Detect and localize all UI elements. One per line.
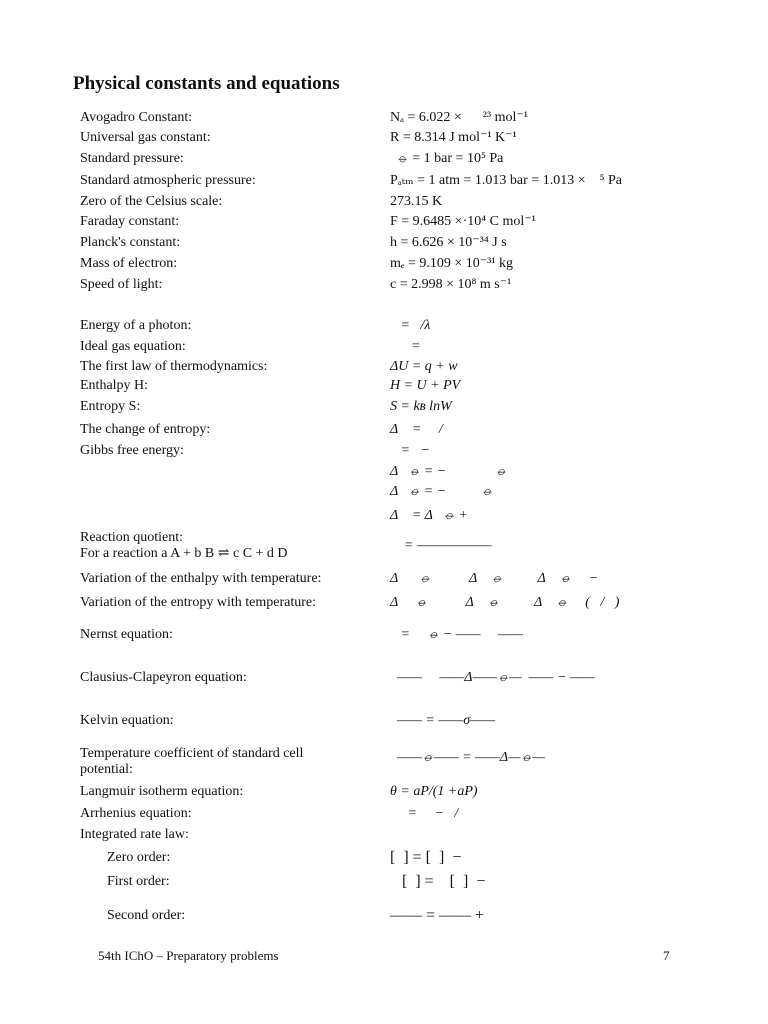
constant-label: Universal gas constant: xyxy=(80,130,211,145)
constant-value: mₑ = 9.109 × 10⁻³¹ kg xyxy=(390,256,514,271)
constant-label: Mass of electron: xyxy=(80,256,178,271)
equation-label: Reaction quotient: xyxy=(80,530,184,545)
constant-label: Speed of light: xyxy=(80,277,163,292)
equation-row-langmuir xyxy=(0,784,768,806)
equation-formula: —— ——Δ——⦵— —— − —— xyxy=(390,670,595,685)
equation-formula: H = U + PV xyxy=(390,378,461,393)
equation-formula: = − / xyxy=(390,806,459,821)
equation-label: Clausius-Clapeyron equation: xyxy=(80,670,247,685)
equation-formula: —— = ——σ—— xyxy=(390,713,496,728)
constant-label: Standard pressure: xyxy=(80,151,184,166)
equation-row-integrated-rate xyxy=(0,827,768,849)
equation-label: Kelvin equation: xyxy=(80,713,174,728)
constant-value: F = 9.6485 ×·10⁴ C mol⁻¹ xyxy=(390,214,536,229)
page-title: Physical constants and equations xyxy=(73,73,340,94)
constant-row-planck xyxy=(0,235,768,257)
footer-title: 54th IChO – Preparatory problems xyxy=(98,948,279,963)
equation-formula: Δ = Δ ⦵ + xyxy=(390,508,468,523)
constant-label: Faraday constant: xyxy=(80,214,180,229)
equation-formula: = /λ xyxy=(390,318,431,333)
equation-row-entropy-temp xyxy=(0,595,768,617)
equation-row-photon xyxy=(0,318,768,340)
equation-formula: [ ] = [ ] − xyxy=(390,849,462,866)
equation-label: Energy of a photon: xyxy=(80,318,192,333)
constant-value: h = 6.626 × 10⁻³⁴ J s xyxy=(390,235,507,250)
equation-formula: —— = —— + xyxy=(390,907,485,924)
equation-row-clausius xyxy=(0,670,768,692)
equation-label: Entropy S: xyxy=(80,399,141,414)
constant-label: Zero of the Celsius scale: xyxy=(80,194,223,209)
equation-row-second-order xyxy=(0,908,768,930)
equation-label-2: For a reaction a A + b B ⇌ c C + d D xyxy=(80,546,288,561)
equation-label: Gibbs free energy: xyxy=(80,443,184,458)
equation-label: Ideal gas equation: xyxy=(80,339,186,354)
equation-formula: [ ] = [ ] − xyxy=(390,873,486,890)
equation-formula: Δ = / xyxy=(390,422,443,437)
equation-formula: Δ ⦵ Δ ⦵ Δ ⦵ ( / ) xyxy=(390,595,620,610)
equation-formula: Δ ⦵ Δ ⦵ Δ ⦵ − xyxy=(390,571,599,586)
constant-row-celsius xyxy=(0,194,768,216)
equation-formula: = —————— xyxy=(390,538,492,553)
equation-row-enthalpy-temp xyxy=(0,571,768,593)
equation-label: Langmuir isotherm equation: xyxy=(80,784,244,799)
equation-label: First order: xyxy=(107,874,170,889)
equation-row-gibbs-3 xyxy=(0,484,768,506)
equation-formula: ——⦵—— = ——Δ—⦵— xyxy=(390,750,545,765)
equation-formula: S = kʙ lnW xyxy=(390,399,452,414)
equation-label: Zero order: xyxy=(107,850,171,865)
constant-label: Standard atmospheric pressure: xyxy=(80,173,256,188)
equation-row-gibbs xyxy=(0,443,768,465)
constant-value: R = 8.314 J mol⁻¹ K⁻¹ xyxy=(390,130,517,145)
constant-row-std-pressure xyxy=(0,151,768,173)
constant-value: Nₐ = 6.022 × ²³ mol⁻¹ xyxy=(390,110,528,125)
equation-row-zero-order xyxy=(0,850,768,872)
constant-value: 273.15 K xyxy=(390,194,443,209)
equation-label: Variation of the entropy with temperature: xyxy=(80,595,316,610)
equation-label: Integrated rate law: xyxy=(80,827,189,842)
equation-row-arrhenius xyxy=(0,806,768,828)
equation-row-entropy xyxy=(0,399,768,421)
constant-row-faraday xyxy=(0,214,768,236)
equation-label: Nernst equation: xyxy=(80,627,173,642)
constant-value: c = 2.998 × 10⁸ m s⁻¹ xyxy=(390,277,512,292)
equation-label: Temperature coefficient of standard cell potential: xyxy=(80,746,304,777)
page-number: 7 xyxy=(663,948,670,963)
equation-formula: Δ ⦵ = − ⦵ xyxy=(390,464,507,479)
equation-row-ideal-gas xyxy=(0,339,768,361)
equation-formula: Δ ⦵ = − ⦵ xyxy=(390,484,493,499)
constant-row-atm xyxy=(0,173,768,195)
equation-row-nernst xyxy=(0,627,768,649)
equation-formula: = − xyxy=(390,443,430,458)
equation-formula: ΔU = q + w xyxy=(390,359,458,374)
equation-row-temp-coefficient xyxy=(0,746,768,782)
equation-label: Enthalpy H: xyxy=(80,378,149,393)
constant-row-light xyxy=(0,277,768,299)
equation-label: The first law of thermodynamics: xyxy=(80,359,268,374)
equation-row-gibbs-2 xyxy=(0,464,768,486)
constant-label: Avogadro Constant: xyxy=(80,110,193,125)
equation-formula: θ = aP/(1 +aP) xyxy=(390,784,478,799)
equation-label: Arrhenius equation: xyxy=(80,806,192,821)
constant-row-gas xyxy=(0,130,768,152)
constant-row-avogadro xyxy=(0,110,768,132)
equation-row-gibbs-4 xyxy=(0,508,768,530)
equation-formula: = xyxy=(390,339,421,354)
constant-label: Planck's constant: xyxy=(80,235,181,250)
constant-value: Pₐₜₘ = 1 atm = 1.013 bar = 1.013 × ⁵ Pa xyxy=(390,173,622,188)
equation-row-first-order xyxy=(0,874,768,896)
constant-row-electron xyxy=(0,256,768,278)
equation-row-reaction-quotient xyxy=(0,530,768,566)
constant-value: ⦵ = 1 bar = 10⁵ Pa xyxy=(390,151,504,166)
equation-row-kelvin xyxy=(0,713,768,735)
equation-label: Variation of the enthalpy with temperature: xyxy=(80,571,322,586)
equation-row-enthalpy xyxy=(0,378,768,400)
equation-label: Second order: xyxy=(107,908,186,923)
equation-row-entropy-change xyxy=(0,422,768,444)
equation-formula: = ⦵ − —— —— xyxy=(390,627,523,642)
equation-label: The change of entropy: xyxy=(80,422,211,437)
